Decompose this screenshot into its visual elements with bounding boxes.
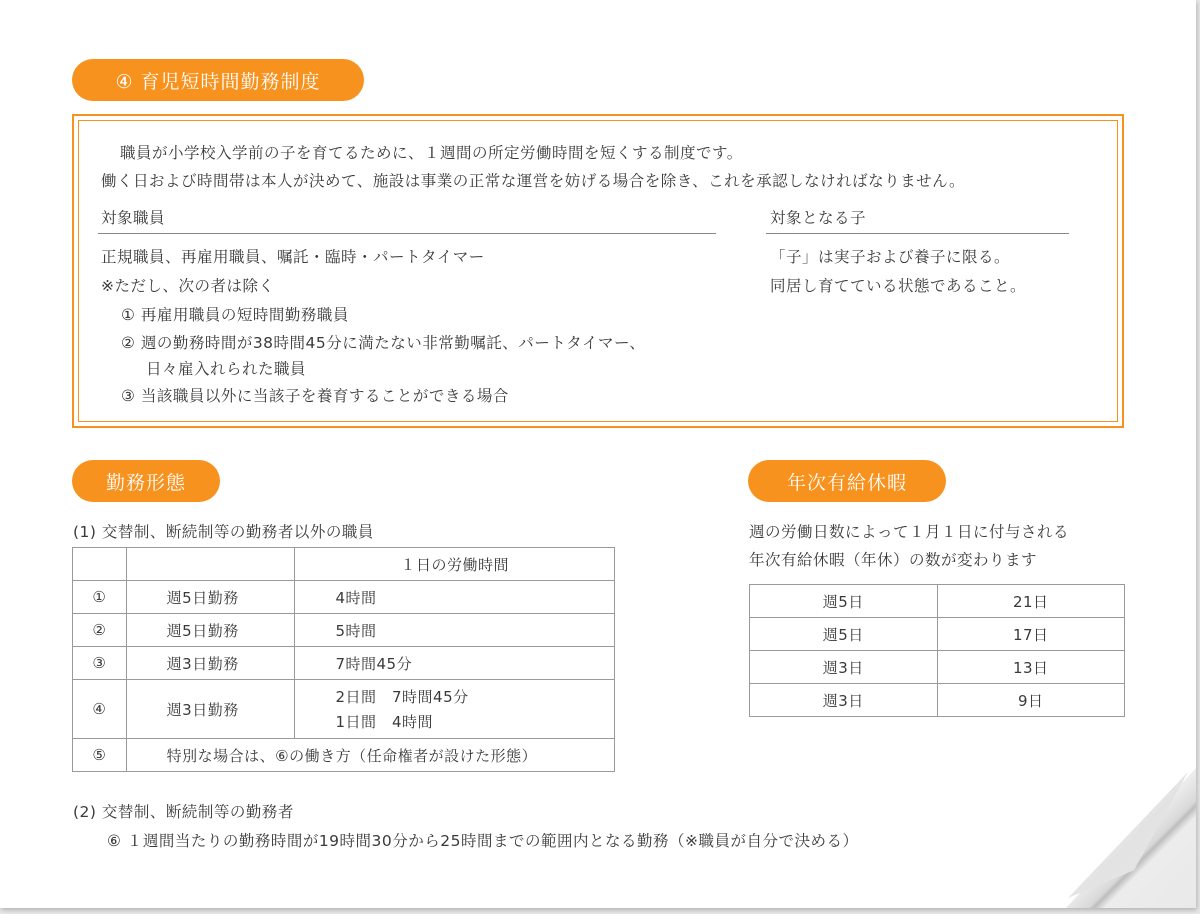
annual-leave-table (749, 584, 1125, 717)
exclusion-item-2: ② 週の勤務時間が38時間45分に満たない非常勤嘱託、パートタイマー、 (121, 334, 646, 352)
section-title-work-pattern: 勤務形態 (72, 460, 220, 502)
exclusion-item-1: ① 再雇用職員の短時間勤務職員 (121, 306, 349, 324)
target-staff-line2: ※ただし、次の者は除く (101, 277, 275, 295)
target-child-rule (766, 233, 1069, 234)
section-title-childcare-short-hours: ④ 育児短時間勤務制度 (72, 59, 364, 101)
target-child-line2: 同居し育てている状態であること。 (770, 277, 1027, 295)
target-staff-line1: 正規職員、再雇用職員、嘱託・臨時・パートタイマー (101, 248, 485, 266)
row-number: ⑤ (73, 739, 127, 772)
work-pattern-sub2: (2) 交替制、断続制等の勤務者 (73, 803, 294, 821)
row-days: 週5日勤務 (126, 581, 295, 614)
row-days: 週3日勤務 (126, 680, 295, 739)
row-number: ④ (73, 680, 127, 739)
section-title-annual-leave: 年次有給休暇 (748, 460, 946, 502)
table-row (73, 581, 615, 614)
target-staff-heading: 対象職員 (101, 209, 166, 227)
leave-row-count: 9日 (937, 684, 1125, 717)
target-child-line1: 「子」は実子および養子に限る。 (770, 248, 1011, 266)
header-cell-empty (126, 548, 295, 581)
row-number: ① (73, 581, 127, 614)
table-row (73, 739, 615, 772)
leave-row-count: 21日 (937, 585, 1125, 618)
table-row (750, 585, 1125, 618)
annual-leave-desc-line2: 年次有給休暇（年休）の数が変わります (749, 551, 1038, 569)
row-hours-line1: 2日間 7時間45分 (335, 688, 469, 706)
row-number: ③ (73, 647, 127, 680)
leave-row-days: 週3日 (750, 684, 938, 717)
row-hours-line2: 1日間 4時間 (335, 713, 434, 731)
leave-row-count: 17日 (937, 618, 1125, 651)
row-hours (295, 680, 615, 739)
table-row (73, 680, 615, 739)
exclusion-item-2-cont: 日々雇入れられた職員 (146, 360, 307, 378)
table-row (750, 651, 1125, 684)
row-hours: 5時間 (295, 614, 615, 647)
header-cell-empty (73, 548, 127, 581)
work-pattern-table (72, 547, 615, 772)
table-row (750, 684, 1125, 717)
table-row (750, 618, 1125, 651)
childcare-desc-line1: 職員が小学校入学前の子を育てるために、１週間の所定労働時間を短くする制度です。 (120, 144, 743, 162)
annual-leave-desc-line1: 週の労働日数によって１月１日に付与される (749, 523, 1070, 541)
table-row (73, 614, 615, 647)
exclusion-item-3: ③ 当該職員以外に当該子を養育することができる場合 (121, 387, 509, 405)
target-staff-rule (98, 233, 716, 234)
row-days: 週3日勤務 (126, 647, 295, 680)
childcare-desc-line2: 働く日および時間帯は本人が決めて、施設は事業の正常な運営を妨げる場合を除き、これを承認しなければなりません。 (101, 172, 966, 190)
leave-row-days: 週3日 (750, 651, 938, 684)
row-hours: 7時間45分 (295, 647, 615, 680)
row-days: 週5日勤務 (126, 614, 295, 647)
work-pattern-sub2-item: ⑥ １週間当たりの勤務時間が19時間30分から25時間までの範囲内となる勤務（※職員が自分で決める） (107, 832, 859, 850)
row-special-case: 特別な場合は、⑥の働き方（任命権者が設けた形態） (126, 739, 614, 772)
row-number: ② (73, 614, 127, 647)
target-child-heading: 対象となる子 (770, 209, 867, 227)
header-cell-daily-hours: １日の労働時間 (295, 548, 615, 581)
leave-row-days: 週5日 (750, 585, 938, 618)
table-header-row (73, 548, 615, 581)
work-pattern-sub1: (1) 交替制、断続制等の勤務者以外の職員 (73, 523, 374, 541)
leave-row-days: 週5日 (750, 618, 938, 651)
table-row (73, 647, 615, 680)
leave-row-count: 13日 (937, 651, 1125, 684)
row-hours: 4時間 (295, 581, 615, 614)
